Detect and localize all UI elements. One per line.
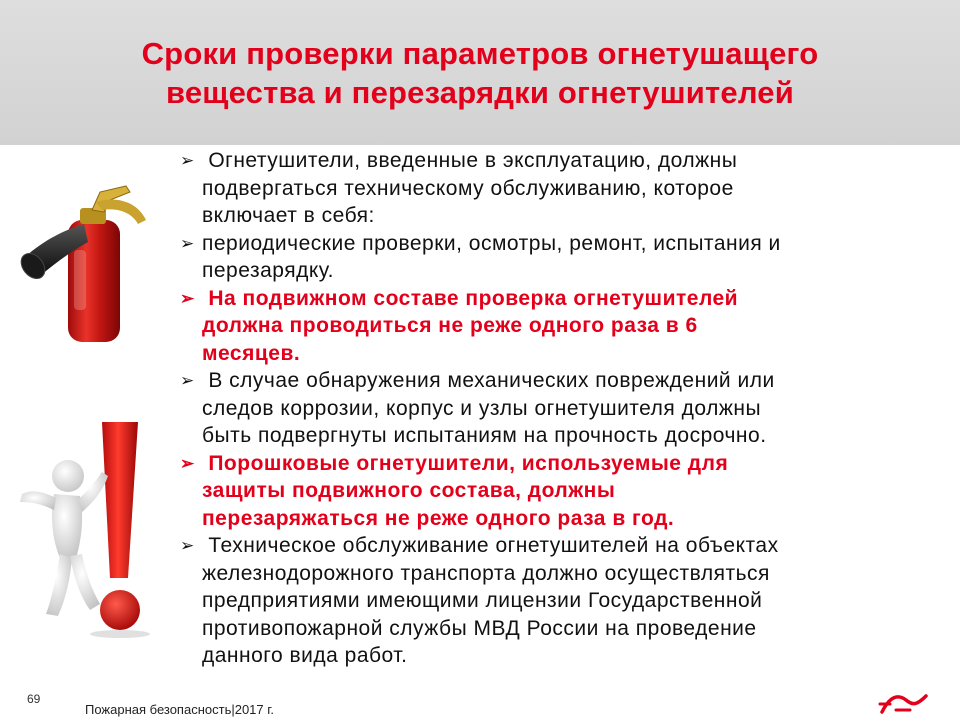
bullet-item xyxy=(180,532,920,670)
bullet-line: данного вида работ. xyxy=(202,644,408,667)
page-number: 69 xyxy=(27,692,41,706)
bullet-item xyxy=(180,450,920,533)
bullet-list xyxy=(180,147,920,670)
bullet-item xyxy=(180,367,920,450)
bullet-line: На подвижном составе проверка огнетушителей xyxy=(202,286,739,310)
arrow-bullet-icon: ➢ xyxy=(180,453,195,473)
bullet-item xyxy=(180,147,920,230)
bullet-line: периодические проверки, осмотры, ремонт, испытания и xyxy=(202,231,781,255)
bullet-line: быть подвергнуты испытаниям на прочность досрочно. xyxy=(202,424,767,447)
bullet-item xyxy=(180,285,920,368)
bullet-line: следов коррозии, корпус и узлы огнетушителя должны xyxy=(202,396,762,420)
bullet-line: перезаряжаться не реже одного раза в год. xyxy=(202,506,675,530)
footer-caption: Пожарная безопасность|2017 г. xyxy=(85,702,275,717)
bullet-line: Порошковые огнетушители, используемые для xyxy=(202,451,729,475)
bullet-line: месяцев. xyxy=(202,341,301,365)
slide-title xyxy=(0,34,960,112)
bullet-line: Огнетушители, введенные в эксплуатацию, должны xyxy=(202,149,738,172)
arrow-bullet-icon: ➢ xyxy=(180,288,195,308)
bullet-line: железнодорожного транспорта должно осуществляться xyxy=(202,561,770,585)
fire-extinguisher-icon xyxy=(18,180,158,350)
bullet-line: предприятиями имеющими лицензии Государственной xyxy=(202,589,763,612)
arrow-bullet-icon: ➢ xyxy=(180,233,195,253)
arrow-bullet-icon: ➢ xyxy=(180,371,195,390)
bullet-line: Техническое обслуживание огнетушителей на объектах xyxy=(202,534,779,557)
title-line-2: вещества и перезарядки огнетушителей xyxy=(165,75,795,110)
title-line-1: Сроки проверки параметров огнетушащего xyxy=(141,36,819,71)
bullet-line: противопожарной службы МВД России на проведение xyxy=(202,616,757,640)
bullet-item xyxy=(180,230,920,285)
bullet-line: подвергаться техническому обслуживанию, которое xyxy=(202,176,734,200)
bullet-line: включает в себя: xyxy=(202,204,375,227)
arrow-bullet-icon: ➢ xyxy=(180,151,195,170)
bullet-line: перезарядку. xyxy=(202,259,334,282)
bullet-line: В случае обнаружения механических повреждений или xyxy=(202,369,775,392)
arrow-bullet-icon: ➢ xyxy=(180,536,195,555)
bullet-line: защиты подвижного состава, должны xyxy=(202,479,616,502)
exclamation-figure-icon xyxy=(10,418,160,638)
bullet-line: должна проводиться не реже одного раза в 6 xyxy=(202,314,698,337)
rzd-logo-icon xyxy=(876,692,932,716)
